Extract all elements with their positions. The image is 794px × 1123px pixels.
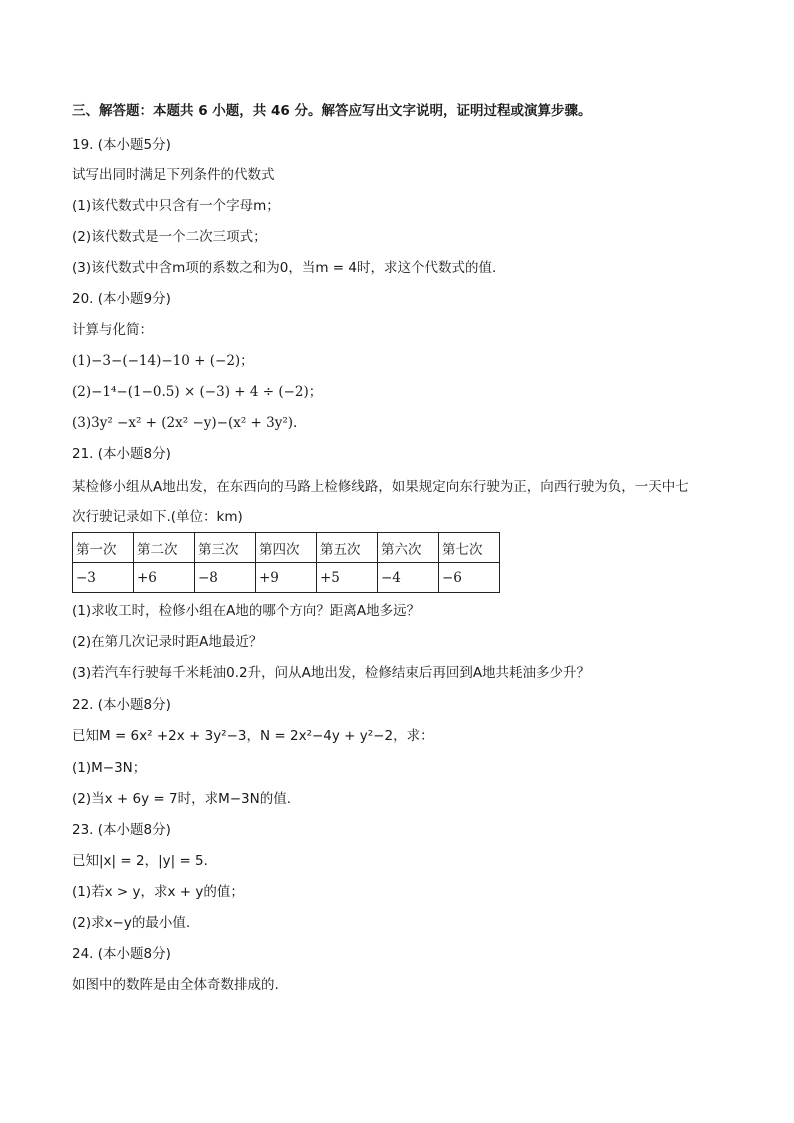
question-21-line: (1)求收工时，检修小组在A地的哪个方向？距离A地多远？ [72, 603, 421, 619]
question-21-line: (2)在第几次记录时距A地最近？ [72, 634, 263, 650]
question-20-line: (2)−1⁴−(1−0.5) × (−3) + 4 ÷ (−2)； [72, 384, 323, 400]
question-21-header: 21. (本小题8分) [72, 446, 171, 462]
question-19-line: (2)该代数式是一个二次三项式； [72, 229, 267, 245]
question-22-line: 已知M = 6x² +2x + 3y²−3，N = 2x²−4y + y²−2，求： [72, 728, 434, 744]
table-row [73, 533, 500, 563]
question-22-line: (2)当x + 6y = 7时，求M−3N的值. [72, 791, 292, 807]
question-21-line: 次行驶记录如下.(单位：km) [72, 509, 243, 525]
question-19-header: 19. (本小题5分) [72, 137, 171, 153]
table-cell: −8 [195, 563, 256, 593]
question-23-header: 23. (本小题8分) [72, 822, 171, 838]
table-cell: −6 [439, 563, 500, 593]
question-20-line: (1)−3−(−14)−10 + (−2)； [72, 353, 254, 369]
question-20-line: 计算与化简： [72, 322, 153, 338]
question-24-line: 如图中的数阵是由全体奇数排成的. [72, 977, 279, 993]
table-cell: +9 [256, 563, 317, 593]
table-cell: +6 [134, 563, 195, 593]
question-20-header: 20. (本小题9分) [72, 291, 171, 307]
table-header-cell: 第七次 [439, 533, 500, 563]
table-header-cell: 第四次 [256, 533, 317, 563]
question-23-line: (2)求x−y的最小值. [72, 915, 191, 931]
question-22-header: 22. (本小题8分) [72, 697, 171, 713]
question-19-line: (1)该代数式中只含有一个字母m； [72, 198, 280, 214]
table-row [73, 563, 500, 593]
table-header-cell: 第三次 [195, 533, 256, 563]
table-cell: −3 [73, 563, 134, 593]
table-header-cell: 第二次 [134, 533, 195, 563]
question-23-line: 已知|x| = 2，|y| = 5. [72, 853, 208, 869]
table-header-cell: 第五次 [317, 533, 378, 563]
table-header-cell: 第一次 [73, 533, 134, 563]
question-21-line: 某检修小组从A地出发，在东西向的马路上检修线路，如果规定向东行驶为正，向西行驶为负，一天中七 [72, 479, 689, 495]
section-heading: 三、解答题：本题共 6 小题，共 46 分。解答应写出文字说明，证明过程或演算步骤。 [72, 103, 592, 119]
question-23-line: (1)若x > y，求x + y的值； [72, 884, 244, 900]
driving-record-table [72, 532, 500, 593]
table-cell: +5 [317, 563, 378, 593]
table-header-cell: 第六次 [378, 533, 439, 563]
question-24-header: 24. (本小题8分) [72, 946, 171, 962]
question-20-line: (3)3y² −x² + (2x² −y)−(x² + 3y²). [72, 415, 298, 431]
question-19-line: (3)该代数式中含m项的系数之和为0，当m = 4时，求这个代数式的值. [72, 260, 497, 276]
question-22-line: (1)M−3N； [72, 760, 147, 776]
question-21-line: (3)若汽车行驶每千米耗油0.2升，问从A地出发，检修结束后再回到A地共耗油多少升？ [72, 665, 591, 681]
table-cell: −4 [378, 563, 439, 593]
question-19-line: 试写出同时满足下列条件的代数式 [72, 167, 275, 183]
